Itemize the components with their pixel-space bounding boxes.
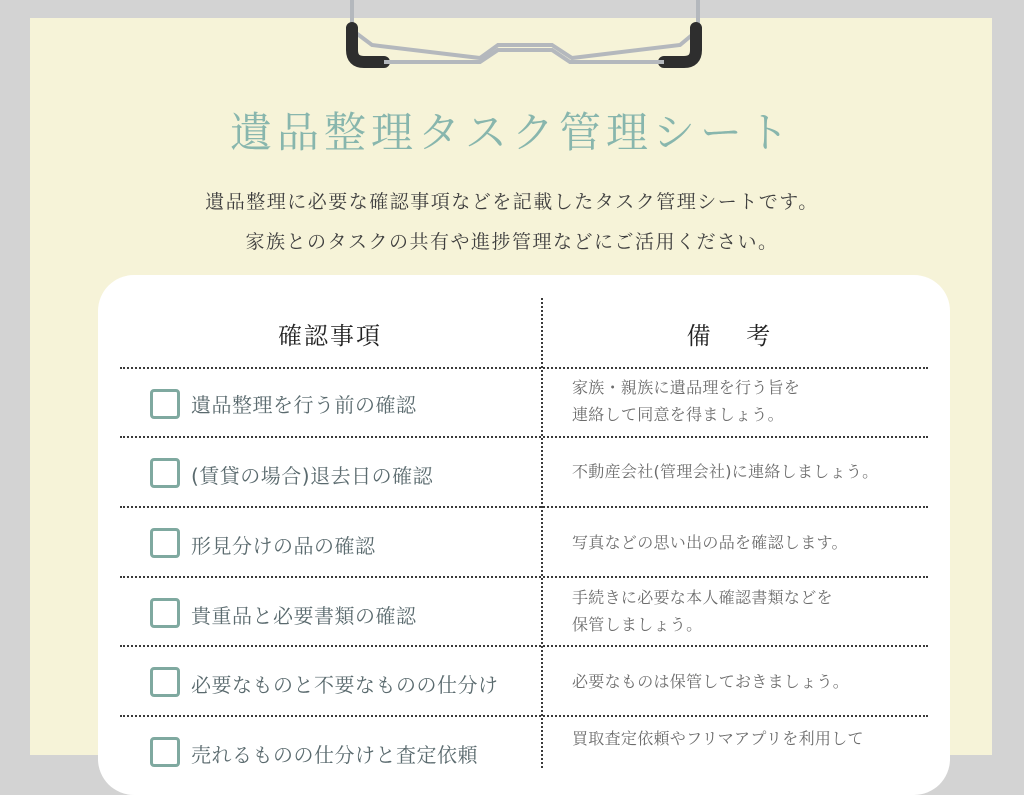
task-label: 必要なものと不要なものの仕分け	[191, 673, 499, 697]
description-line-2: 家族とのタスクの共有や進捗管理などにご活用ください。	[245, 231, 779, 253]
task-label: 遺品整理を行う前の確認	[191, 393, 417, 417]
column-header-items: 確認事項	[278, 322, 382, 350]
page-title: 遺品整理タスク管理シート	[229, 108, 794, 157]
table-row	[0, 578, 1024, 646]
task-note-line: 不動産会社(管理会社)に連絡しましょう。	[572, 462, 879, 481]
table-row	[0, 438, 1024, 506]
task-label: 貴重品と必要書類の確認	[191, 604, 417, 628]
task-label: 売れるものの仕分けと査定依頼	[191, 743, 478, 767]
column-header-notes: 備 考	[686, 322, 785, 350]
task-label: (賃貸の場合)退去日の確認	[191, 464, 434, 488]
task-note-line: 連絡して同意を得ましょう。	[572, 405, 784, 424]
task-note-line: 必要なものは保管しておきましょう。	[572, 672, 850, 691]
task-checkbox[interactable]	[150, 598, 180, 628]
task-note	[572, 458, 922, 485]
clipboard-clip-icon	[0, 0, 1024, 70]
task-checkbox[interactable]	[150, 389, 180, 419]
task-note-line: 保管しましょう。	[572, 615, 703, 634]
task-note-line: 手続きに必要な本人確認書類などを	[572, 588, 833, 607]
task-checkbox[interactable]	[150, 737, 180, 767]
table-row	[0, 369, 1024, 437]
task-checkbox[interactable]	[150, 667, 180, 697]
task-note	[572, 529, 922, 556]
task-checkbox[interactable]	[150, 528, 180, 558]
task-note-line: 買取査定依頼やフリマアプリを利用して	[572, 729, 864, 748]
table-row	[0, 717, 1024, 785]
task-label: 形見分けの品の確認	[191, 534, 376, 558]
table-row	[0, 508, 1024, 576]
description-line-1: 遺品整理に必要な確認事項などを記載したタスク管理シートです。	[205, 191, 819, 213]
task-note-line: 写真などの思い出の品を確認します。	[572, 533, 848, 552]
task-note	[572, 725, 922, 752]
table-row	[0, 647, 1024, 715]
task-note	[572, 374, 922, 428]
task-note	[572, 668, 922, 695]
task-checkbox[interactable]	[150, 458, 180, 488]
task-note	[572, 584, 922, 638]
task-note-line: 家族・親族に遺品理を行う旨を	[572, 378, 801, 397]
